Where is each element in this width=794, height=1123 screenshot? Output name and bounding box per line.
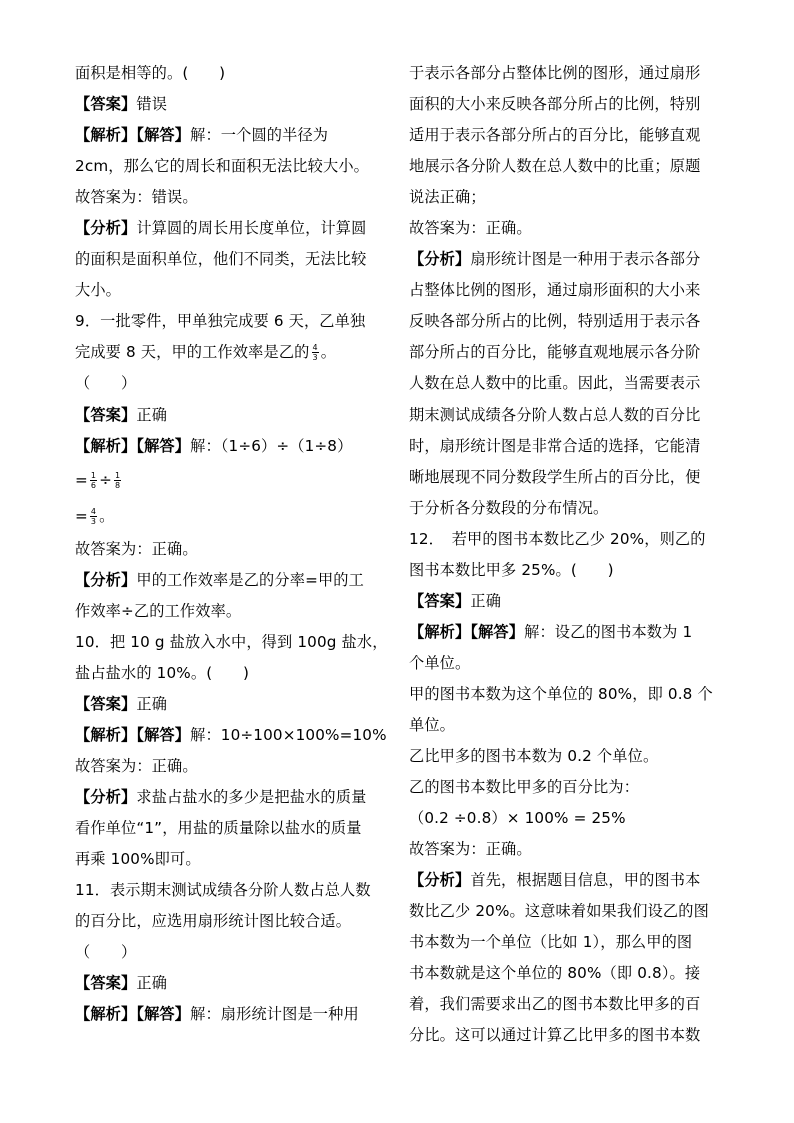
text-line: 部分所占的百分比，能够直观地展示各分阶 bbox=[409, 343, 701, 362]
question-11-line: 11．表示期末测试成绩各分阶人数占总人数 bbox=[75, 881, 371, 900]
comment-tag: 【分析】 bbox=[75, 570, 137, 589]
formula-line bbox=[75, 498, 385, 534]
text-line: 反映各部分所占的比例，特别适用于表示各 bbox=[409, 312, 701, 331]
text-line: 看作单位“1”，用盐的质量除以盐水的质量 bbox=[75, 819, 362, 838]
answer-tag: 【答案】 bbox=[409, 591, 471, 610]
text-line: 于表示各部分占整体比例的图形，通过扇形 bbox=[409, 64, 701, 82]
answer-tag: 【答案】 bbox=[75, 95, 137, 114]
text-line: 适用于表示各部分所占的百分比，能够直观 bbox=[409, 126, 701, 145]
text-line: 时，扇形统计图是非常合适的选择，它能清 bbox=[409, 436, 701, 455]
comment-text: 求盐占盐水的多少是把盐水的质量 bbox=[136, 787, 367, 806]
text-line: 故答案为：错误。 bbox=[75, 188, 198, 207]
equals-sign: = bbox=[75, 470, 88, 489]
text-line: 大小。 bbox=[75, 281, 122, 300]
answer-line bbox=[75, 89, 385, 120]
fraction-denominator: 6 bbox=[90, 480, 97, 490]
solution-text: 解：设乙的图书本数为 1 bbox=[524, 622, 693, 641]
question-9-line: 9．一批零件，甲单独完成要 6 天，乙单独 bbox=[75, 312, 366, 331]
text-line: 2cm，那么它的周长和面积无法比较大小。 bbox=[75, 157, 369, 176]
question-9-line bbox=[75, 337, 385, 368]
text-line: 故答案为：正确。 bbox=[409, 219, 532, 238]
comment-text: 扇形统计图是一种用于表示各部分 bbox=[470, 250, 701, 269]
bracket-line: （ ） bbox=[75, 374, 137, 393]
solution-text: 解：一个圆的半径为 bbox=[190, 126, 329, 145]
answer-text: 正确 bbox=[136, 694, 168, 713]
answer-line bbox=[75, 400, 385, 431]
text-line: 晰地展现不同分数段学生所占的百分比，便 bbox=[409, 467, 701, 486]
comment-tag: 【分析】 bbox=[409, 250, 471, 269]
text-line: 数比乙少 20%。这意味着如果我们设乙的图 bbox=[409, 902, 709, 921]
comment-tag: 【分析】 bbox=[75, 219, 137, 238]
text-line: 面积的大小来反映各部分所占的比例，特别 bbox=[409, 95, 701, 114]
comment-line bbox=[409, 244, 719, 275]
text-line: 作效率÷乙的工作效率。 bbox=[75, 601, 242, 620]
analysis-line bbox=[409, 617, 719, 648]
fraction-numerator: 1 bbox=[90, 470, 97, 480]
answer-text: 错误 bbox=[136, 95, 168, 114]
solution-text: 解：（1÷6）÷（1÷8） bbox=[190, 436, 353, 455]
text-line: 说法正确； bbox=[409, 188, 486, 207]
answer-line bbox=[75, 689, 385, 720]
bracket-line: （ ） bbox=[75, 943, 137, 962]
answer-tag: 【答案】 bbox=[75, 694, 137, 713]
text-line: 甲的图书本数为这个单位的 80%，即 0.8 个 bbox=[409, 684, 713, 703]
question-text: 。 bbox=[320, 343, 337, 362]
fraction-denominator: 3 bbox=[90, 516, 97, 526]
text-line: 的面积是面积单位，他们不同类，无法比较 bbox=[75, 250, 367, 269]
analysis-tag: 【解析】 bbox=[75, 126, 137, 145]
solution-tag: 【解答】 bbox=[136, 126, 191, 145]
answer-text: 正确 bbox=[136, 405, 168, 424]
fraction-denominator: 8 bbox=[115, 480, 121, 490]
fraction-numerator: 1 bbox=[115, 470, 121, 480]
comment-line bbox=[75, 565, 385, 596]
formula-line: （0.2 ÷0.8）× 100% = 25% bbox=[409, 809, 626, 828]
answer-line bbox=[75, 968, 385, 999]
solution-tag: 【解答】 bbox=[470, 622, 525, 641]
fraction bbox=[90, 471, 97, 490]
text-line: 期末测试成绩各分阶人数占总人数的百分比 bbox=[409, 405, 701, 424]
analysis-line bbox=[75, 120, 385, 151]
fraction-denominator: 3 bbox=[312, 353, 318, 363]
equals-sign: = bbox=[75, 506, 88, 525]
text-line: 占整体比例的图形，通过扇形面积的大小来 bbox=[409, 281, 701, 300]
text-line: 于分析各分数段的分布情况。 bbox=[409, 498, 609, 517]
analysis-tag: 【解析】 bbox=[75, 1005, 137, 1024]
text-line: 个单位。 bbox=[409, 653, 471, 672]
text-line: 故答案为：正确。 bbox=[409, 840, 532, 859]
analysis-line bbox=[75, 431, 385, 462]
analysis-tag: 【解析】 bbox=[409, 622, 471, 641]
comment-text: 甲的工作效率是乙的分率=甲的工 bbox=[136, 570, 364, 589]
answer-tag: 【答案】 bbox=[75, 974, 137, 993]
comment-text: 首先，根据题目信息，甲的图书本 bbox=[470, 871, 701, 890]
text-line: 乙的图书本数比甲多的百分比为： bbox=[409, 778, 640, 797]
fraction bbox=[114, 471, 121, 490]
formula-line bbox=[75, 462, 385, 498]
solution-tag: 【解答】 bbox=[136, 725, 191, 744]
comment-tag: 【分析】 bbox=[409, 871, 471, 890]
comment-line bbox=[75, 782, 385, 813]
analysis-line bbox=[75, 999, 385, 1030]
text-line: 着，我们需要求出乙的图书本数比甲多的百 bbox=[409, 995, 701, 1014]
fraction-numerator: 4 bbox=[312, 343, 318, 353]
fraction bbox=[312, 343, 319, 362]
operator: ÷ bbox=[99, 470, 113, 489]
question-10-line: 盐占盐水的 10%。( ) bbox=[75, 663, 250, 682]
question-12-line: 12． 若甲的图书本数比乙少 20%，则乙的 bbox=[409, 529, 706, 548]
text-line: 再乘 100%即可。 bbox=[75, 850, 201, 869]
fraction-numerator: 4 bbox=[90, 506, 97, 516]
text-line: 乙比甲多的图书本数为 0.2 个单位。 bbox=[409, 747, 659, 766]
answer-tag: 【答案】 bbox=[75, 405, 137, 424]
answer-text: 正确 bbox=[136, 974, 168, 993]
text-line: 故答案为：正确。 bbox=[75, 756, 198, 775]
text-line: 面积是相等的。( ) bbox=[75, 64, 226, 82]
question-11-line: 的百分比，应选用扇形统计图比较合适。 bbox=[75, 912, 352, 931]
text-line: 人数在总人数中的比重。因此，当需要表示 bbox=[409, 374, 701, 393]
answer-text: 正确 bbox=[470, 591, 502, 610]
text-line: 地展示各分阶人数在总人数中的比重；原题 bbox=[409, 157, 701, 176]
text-line: 单位。 bbox=[409, 715, 456, 734]
question-text: 完成要 8 天，甲的工作效率是乙的 bbox=[75, 343, 310, 362]
right-column bbox=[409, 58, 719, 1052]
formula-text: 。 bbox=[99, 506, 115, 525]
answer-line bbox=[409, 586, 719, 617]
comment-line bbox=[409, 865, 719, 896]
solution-text: 解：10÷100×100%=10% bbox=[190, 725, 387, 744]
analysis-tag: 【解析】 bbox=[75, 725, 137, 744]
left-column bbox=[75, 58, 388, 1030]
fraction bbox=[90, 507, 97, 526]
comment-line bbox=[75, 213, 385, 244]
solution-tag: 【解答】 bbox=[136, 436, 191, 455]
solution-tag: 【解答】 bbox=[136, 1005, 191, 1024]
text-line: 书本数为一个单位（比如 1），那么甲的图 bbox=[409, 933, 693, 952]
text-line: 书本数就是这个单位的 80%（即 0.8）。接 bbox=[409, 964, 701, 983]
solution-text: 解：扇形统计图是一种用 bbox=[190, 1005, 359, 1024]
text-line: 故答案为：正确。 bbox=[75, 539, 198, 558]
analysis-line bbox=[75, 720, 385, 751]
comment-tag: 【分析】 bbox=[75, 787, 137, 806]
question-12-line: 图书本数比甲多 25%。( ) bbox=[409, 560, 614, 579]
text-line: 分比。这可以通过计算乙比甲多的图书本数 bbox=[409, 1026, 701, 1045]
comment-text: 计算圆的周长用长度单位，计算圆 bbox=[136, 219, 367, 238]
question-10-line: 10．把 10 g 盐放入水中，得到 100g 盐水， bbox=[75, 632, 388, 651]
analysis-tag: 【解析】 bbox=[75, 436, 137, 455]
